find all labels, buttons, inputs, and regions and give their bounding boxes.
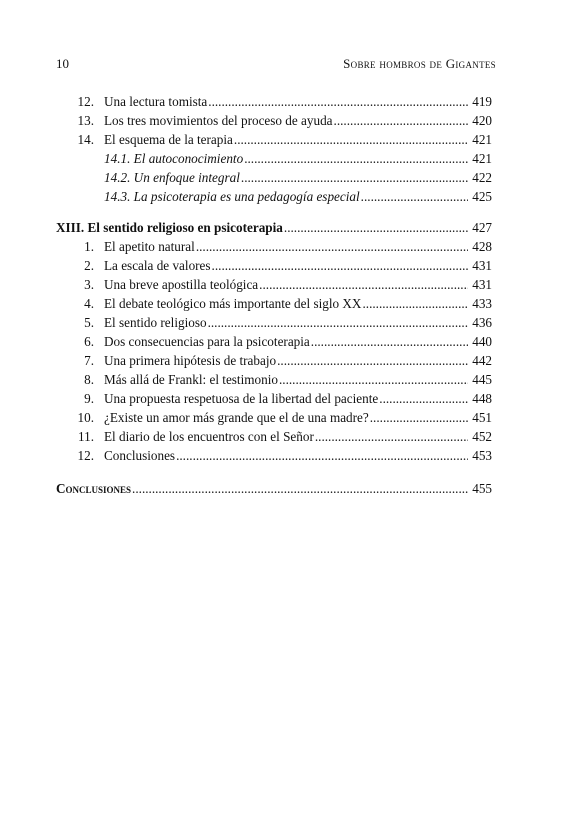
- toc-leader: [104, 256, 468, 275]
- toc-entry[interactable]: [56, 408, 492, 427]
- toc-entry-page: 420: [472, 113, 492, 128]
- toc-subentry[interactable]: [56, 187, 492, 206]
- toc-entry-number: 11.: [78, 429, 94, 444]
- spacer: [56, 465, 492, 479]
- toc-conclusiones-title: Conclusiones: [56, 481, 132, 496]
- toc-leader: [56, 218, 468, 237]
- toc-conclusiones[interactable]: [56, 479, 492, 498]
- toc-entry-page: 427: [472, 220, 492, 235]
- toc-entry-number: 8.: [84, 372, 94, 387]
- toc-entry-page: 455: [472, 481, 492, 496]
- toc-entry-number: 3.: [84, 277, 94, 292]
- spacer: [56, 206, 492, 218]
- toc-entry-number: 6.: [84, 334, 94, 349]
- toc-entry-page: 425: [472, 189, 492, 204]
- toc-entry[interactable]: [56, 389, 492, 408]
- toc-entry-title: El debate teológico más importante del siglo XX: [104, 296, 362, 311]
- toc-entry-page: 422: [472, 170, 492, 185]
- toc-subentry-title: 14.1. El autoconocimiento: [104, 151, 244, 166]
- toc-entry[interactable]: [56, 427, 492, 446]
- toc-entry-title: Una lectura tomista: [104, 94, 208, 109]
- toc-leader: [104, 427, 468, 446]
- toc-entry-page: 421: [472, 132, 492, 147]
- book-title: Sobre hombros de Gigantes: [343, 56, 496, 71]
- toc-entry-title: Una primera hipótesis de trabajo: [104, 353, 277, 368]
- toc-entry-page: 433: [472, 296, 492, 311]
- toc-entry-page: 419: [472, 94, 492, 109]
- toc-entry[interactable]: [56, 256, 492, 275]
- toc-entry-page: 436: [472, 315, 492, 330]
- toc-leader: [104, 92, 468, 111]
- toc-subentry[interactable]: [56, 168, 492, 187]
- toc-leader: [56, 479, 468, 498]
- toc-entry-title: Una breve apostilla teológica: [104, 277, 259, 292]
- toc-leader: [104, 370, 468, 389]
- toc-entry-title: ¿Existe un amor más grande que el de una madre?: [104, 410, 369, 425]
- toc-leader: [104, 187, 468, 206]
- toc-entry-number: 12.: [77, 448, 94, 463]
- toc-leader: [104, 111, 468, 130]
- toc-subentry-title: 14.3. La psicoterapia es una pedagogía especial: [104, 189, 360, 204]
- toc-entry[interactable]: [56, 294, 492, 313]
- toc-chapter[interactable]: [56, 218, 492, 237]
- toc-entry-page: 431: [472, 277, 492, 292]
- toc-entry-page: 445: [472, 372, 492, 387]
- toc-entry-title: Los tres movimientos del proceso de ayuda: [104, 113, 333, 128]
- toc-leader: [104, 237, 468, 256]
- toc-entry[interactable]: [56, 370, 492, 389]
- table-of-contents: [56, 92, 492, 498]
- toc-subentry-title: 14.2. Un enfoque integral: [104, 170, 240, 185]
- toc-entry-title: Dos consecuencias para la psicoterapia: [104, 334, 310, 349]
- toc-entry[interactable]: [56, 130, 492, 149]
- toc-entry-number: 5.: [84, 315, 94, 330]
- toc-entry-title: Una propuesta respetuosa de la libertad del paciente: [104, 391, 379, 406]
- toc-leader: [104, 446, 468, 465]
- toc-entry-number: 13.: [77, 113, 94, 128]
- toc-leader: [104, 149, 468, 168]
- toc-entry-number: 4.: [84, 296, 94, 311]
- toc-entry-title: Conclusiones: [104, 448, 176, 463]
- toc-entry-page: 448: [472, 391, 492, 406]
- toc-entry-page: 451: [472, 410, 492, 425]
- toc-entry-number: 1.: [84, 239, 94, 254]
- toc-entry-title: El esquema de la terapia: [104, 132, 233, 147]
- toc-entry-number: 2.: [84, 258, 94, 273]
- toc-leader: [104, 294, 468, 313]
- toc-entry-number: 10.: [77, 410, 94, 425]
- toc-entry[interactable]: [56, 92, 492, 111]
- toc-subentry[interactable]: [56, 149, 492, 168]
- toc-leader: [104, 313, 468, 332]
- toc-entry-page: 442: [472, 353, 492, 368]
- toc-entry-title: El apetito natural: [104, 239, 195, 254]
- toc-entry-title: La escala de valores: [104, 258, 211, 273]
- toc-entry-page: 431: [472, 258, 492, 273]
- toc-entry[interactable]: [56, 111, 492, 130]
- toc-entry-page: 440: [472, 334, 492, 349]
- toc-entry-number: 9.: [84, 391, 94, 406]
- toc-leader: [104, 130, 468, 149]
- toc-leader: [104, 389, 468, 408]
- toc-entry-number: 14.: [77, 132, 94, 147]
- toc-entry-number: 7.: [84, 353, 94, 368]
- toc-leader: [104, 275, 468, 294]
- toc-entry[interactable]: [56, 275, 492, 294]
- toc-entry[interactable]: [56, 351, 492, 370]
- toc-leader: [104, 332, 468, 351]
- toc-entry-page: 453: [472, 448, 492, 463]
- toc-entry-page: 428: [472, 239, 492, 254]
- toc-leader: [104, 351, 468, 370]
- page-number: 10: [56, 56, 69, 71]
- toc-entry-title: Más allá de Frankl: el testimonio: [104, 372, 278, 387]
- toc-leader: [104, 168, 468, 187]
- toc-entry[interactable]: [56, 237, 492, 256]
- toc-entry-page: 452: [472, 429, 492, 444]
- toc-chapter-title: XIII. El sentido religioso en psicoterapia: [56, 220, 283, 235]
- toc-entry-title: El sentido religioso: [104, 315, 207, 330]
- running-head: [56, 56, 496, 74]
- toc-entry-title: El diario de los encuentros con el Señor: [104, 429, 314, 444]
- toc-leader: [104, 408, 468, 427]
- toc-entry[interactable]: [56, 446, 492, 465]
- toc-entry[interactable]: [56, 313, 492, 332]
- toc-entry-number: 12.: [77, 94, 94, 109]
- toc-entry[interactable]: [56, 332, 492, 351]
- toc-entry-page: 421: [472, 151, 492, 166]
